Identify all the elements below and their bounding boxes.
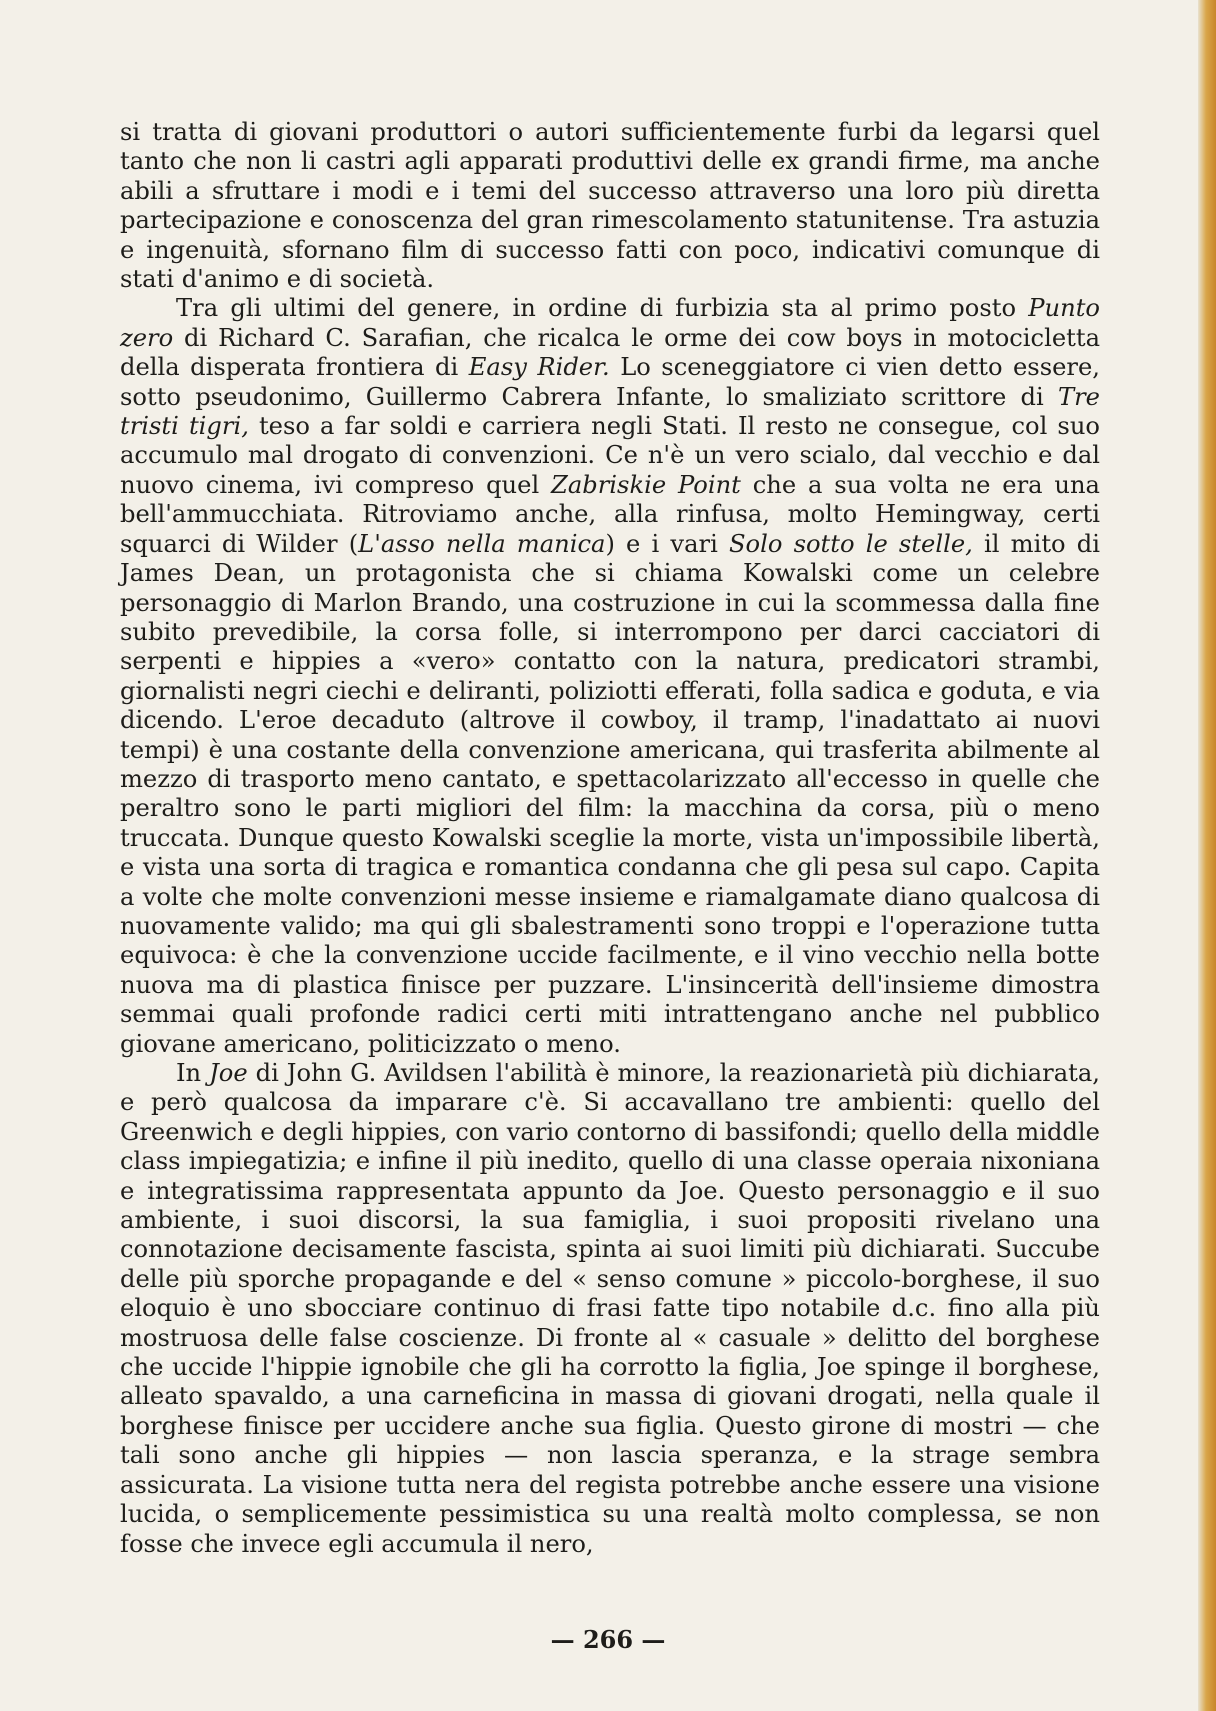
film-title: Easy Rider. <box>468 353 610 382</box>
book-title: Tre tristi tigri, <box>120 382 1100 441</box>
film-title: L'asso nella manica <box>358 529 606 558</box>
paragraph-3: In Joe di John G. Avildsen l'abilità è minore, la reazionarietà più dichiarata, e però qualcosa da imparare c'è. Si accavallano tre ambienti: quello del Greenwich e degli hippies, con vario contorno di bassifondi; quello della middle class impiegatizia; e infine il più inedito, quello di una classe operaia nixoniana e integratissima rappresentata appunto da Joe. Questo personaggio e il suo ambiente, i suoi discorsi, la sua famiglia, i suoi propositi rivelano una connotazione decisamente fascista, spinta ai suoi limiti più dichiarati. Succube delle più sporche propagande e del « senso comune » piccolo-borghese, il suo eloquio è uno sbocciare continuo di frasi fatte tipo notabile d.c. fino alla più mostruosa delle false coscienze. Di fronte al « casuale » delitto del borghese che uccide l'hippie ignobile che gli ha corrotto la figlia, Joe spinge il borghese, alleato spavaldo, a una carneficina in massa di giovani drogati, nella quale il borghese finisce per uccidere anche sua figlia. Questo girone di mostri — che tali sono anche gli hippies — non lascia speranza, e la strage sembra assicurata. La visione tutta nera del regista potrebbe anche essere una visione lucida, o semplicemente pessimistica su una realtà molto complessa, se non fosse che invece egli accumula il nero, <box>120 1059 1100 1558</box>
body-text <box>120 118 1100 1559</box>
paragraph-1: si tratta di giovani produttori o autori sufficientemente furbi da legarsi quel tanto che non li castri agli apparati produttivi delle ex grandi firme, ma anche abili a sfruttare i modi e i temi del successo attraverso una loro più diretta partecipazione e conoscenza del gran rimescolamento statunitense. Tra astuzia e ingenuità, sfornano film di successo fatti con poco, indicativi comunque di stati d'animo e di società. <box>120 118 1100 294</box>
page-binding-edge <box>1198 0 1216 1711</box>
film-title: Solo sotto le stelle, <box>728 529 973 558</box>
paragraph-2: Tra gli ultimi del genere, in ordine di furbizia sta al primo posto Punto zero di Richard C. Sarafian, che ricalca le orme dei cow boys in motocicletta della disperata frontiera di Easy Rider. Lo sceneggiatore ci vien detto essere, sotto pseudonimo, Guillermo Cabrera Infante, lo smaliziato scrittore di Tre tristi tigri, teso a far soldi e carriera negli Stati. Il resto ne consegue, col suo accumulo mal drogato di convenzioni. Ce n'è un vero scialo, dal vecchio e dal nuovo cinema, ivi compreso quel Zabriskie Point che a sua volta ne era una bell'ammucchiata. Ritroviamo anche, alla rinfusa, molto Hemingway, certi squarci di Wilder (L'asso nella manica) e i vari Solo sotto le stelle, il mito di James Dean, un protagonista che si chiama Kowalski come un celebre personaggio di Marlon Brando, una costruzione in cui la scommessa dalla fine subito prevedibile, la corsa folle, si interrompono per darci cacciatori di serpenti e hippies a «vero» contatto con la natura, predicatori strambi, giornalisti negri ciechi e deliranti, poliziotti efferati, folla sadica e goduta, e via dicendo. L'eroe decaduto (altrove il cowboy, il tramp, l'inadattato ai nuovi tempi) è una costante della convenzione americana, qui trasferita abilmente al mezzo di trasporto meno cantato, e spettacolarizzato all'eccesso in quelle che peraltro sono le parti migliori del film: la macchina da corsa, più o meno truccata. Dunque questo Kowalski sceglie la morte, vista un'impossibile libertà, e vista una sorta di tragica e romantica condanna che gli pesa sul capo. Capita a volte che molte convenzioni messe insieme e riamalgamate diano qualcosa di nuovamente valido; ma qui gli sbalestramenti sono troppi e l'operazione tutta equivoca: è che la convenzione uccide facilmente, e il vino vecchio nella botte nuova ma di plastica finisce per puzzare. L'insincerità dell'insieme dimostra semmai quali profonde radici certi miti intrattengano anche nel pubblico giovane americano, politicizzato o meno. <box>120 294 1100 1058</box>
film-title: Zabriskie Point <box>551 470 741 499</box>
film-title: Joe <box>209 1059 248 1087</box>
film-title: Punto zero <box>120 294 1100 352</box>
page-number: — 266 — <box>550 1625 666 1654</box>
